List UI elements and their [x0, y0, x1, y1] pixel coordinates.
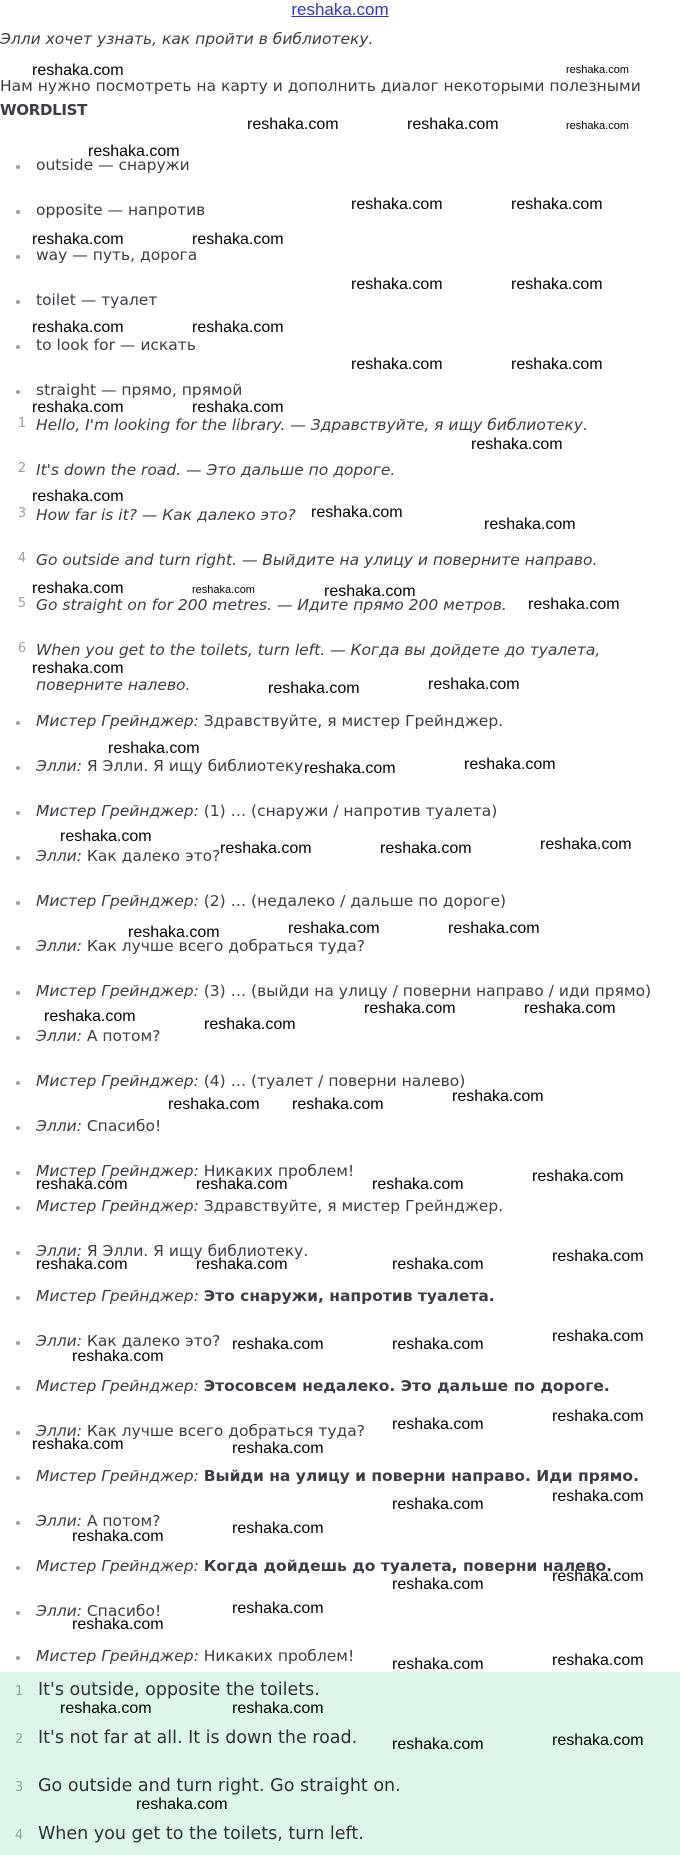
wordlist-item: outside — снаружи — [36, 156, 190, 174]
dialog-text: Здравствуйте, я мистер Грейнджер. — [198, 712, 504, 730]
phrase-text: Go straight on for 200 metres. — Идите прямо 200 метров. — [36, 596, 507, 614]
dialog-speaker: Мистер Грейнджер: — [36, 802, 199, 820]
watermark: reshaka.com — [36, 1256, 128, 1273]
wordlist-item: to look for — искать — [36, 336, 196, 354]
watermark: reshaka.com — [540, 836, 632, 853]
watermark: reshaka.com — [528, 596, 620, 613]
watermark: reshaka.com — [552, 1568, 644, 1585]
watermark: reshaka.com — [32, 319, 124, 336]
dialog-text: Никаких проблем! — [198, 1162, 355, 1180]
watermark: reshaka.com — [32, 580, 124, 597]
watermark: reshaka.com — [72, 1528, 164, 1545]
wordlist-title: WORDLIST — [0, 101, 88, 119]
dialog-line — [36, 1557, 612, 1575]
watermark: reshaka.com — [511, 276, 603, 293]
dialog-line — [36, 757, 308, 775]
watermark: reshaka.com — [32, 660, 124, 677]
dialog-text: Никаких проблем! — [198, 1647, 355, 1665]
dialog-speaker: Мистер Грейнджер: — [36, 1287, 199, 1305]
dialog-speaker: Элли: — [36, 1602, 82, 1620]
watermark: reshaka.com — [364, 1000, 456, 1017]
watermark: reshaka.com — [204, 1016, 296, 1033]
dialog-line — [36, 1647, 354, 1665]
phrase-text: How far is it? — Как далеко это? — [36, 506, 296, 524]
watermark: reshaka.com — [32, 231, 124, 248]
dialog-answer-text: Когда дойдешь до туалета, поверни налево. — [203, 1557, 613, 1575]
phrase-number: 6 — [17, 641, 27, 656]
dialog-text: Я Элли. Я ищу библиотеку. — [81, 757, 309, 775]
watermark: reshaka.com — [232, 1600, 324, 1617]
watermark: reshaka.com — [311, 504, 403, 521]
watermark: reshaka.com — [72, 1616, 164, 1633]
answer-text: It's not far at all. It is down the road. — [38, 1728, 358, 1748]
watermark: reshaka.com — [392, 1496, 484, 1513]
watermark: reshaka.com — [464, 756, 556, 773]
phrase-number: 2 — [17, 461, 27, 476]
watermark: reshaka.com — [566, 64, 629, 76]
watermark: reshaka.com — [407, 116, 499, 133]
phrase-row — [10, 551, 680, 571]
watermark: reshaka.com — [72, 1348, 164, 1365]
phrase-row — [10, 416, 680, 436]
answer-text: It's outside, opposite the toilets. — [38, 1680, 320, 1700]
watermark: reshaka.com — [192, 319, 284, 336]
watermark: reshaka.com — [232, 1440, 324, 1457]
dialog-line — [36, 802, 497, 820]
watermark: reshaka.com — [372, 1176, 464, 1193]
watermark: reshaka.com — [524, 1000, 616, 1017]
phrase-number: 3 — [17, 506, 27, 521]
phrase-text: When you get to the toilets, turn left. — Когда вы дойдете до туалета, — [36, 641, 601, 659]
watermark: reshaka.com — [392, 1736, 484, 1753]
watermark: reshaka.com — [351, 196, 443, 213]
watermark: reshaka.com — [192, 231, 284, 248]
dialog-speaker: Мистер Грейнджер: — [36, 1162, 199, 1180]
watermark: reshaka.com — [232, 1700, 324, 1717]
site-header-link[interactable]: reshaka.com — [291, 0, 389, 19]
dialog-speaker: Элли: — [36, 1512, 82, 1530]
dialog-text: Как далеко это? — [81, 847, 221, 865]
watermark: reshaka.com — [108, 740, 200, 757]
dialog-speaker: Мистер Грейнджер: — [36, 1557, 199, 1575]
watermark: reshaka.com — [32, 488, 124, 505]
dialog-answer-text: Это снаружи, напротив туалета. — [203, 1287, 495, 1305]
watermark: reshaka.com — [351, 356, 443, 373]
watermark: reshaka.com — [60, 1700, 152, 1717]
answer-number: 2 — [15, 1732, 24, 1747]
watermark: reshaka.com — [292, 1096, 384, 1113]
watermark: reshaka.com — [392, 1416, 484, 1433]
dialog-text: Как лучше всего добраться туда? — [81, 1422, 365, 1440]
wordlist-item: toilet — туалет — [36, 291, 158, 309]
dialog-text: Спасибо! — [81, 1602, 162, 1620]
dialog-answer-text: Этосовсем недалеко. Это дальше по дороге. — [203, 1377, 610, 1395]
dialog-line — [36, 1072, 465, 1090]
dialog-speaker: Элли: — [36, 1332, 82, 1350]
dialog-text: (4) … (туалет / поверни налево) — [198, 1072, 466, 1090]
watermark: reshaka.com — [484, 516, 576, 533]
watermark: reshaka.com — [392, 1576, 484, 1593]
dialog-speaker: Мистер Грейнджер: — [36, 712, 199, 730]
watermark: reshaka.com — [448, 920, 540, 937]
watermark: reshaka.com — [288, 920, 380, 937]
dialog-answer-text: Выйди на улицу и поверни направо. Иди прямо. — [203, 1467, 639, 1485]
watermark: reshaka.com — [428, 676, 520, 693]
phrase-text-continued: поверните налево. — [36, 676, 191, 694]
answer-number: 4 — [15, 1828, 24, 1843]
watermark: reshaka.com — [532, 1168, 624, 1185]
dialog-line — [36, 1467, 639, 1485]
dialog-line — [36, 982, 651, 1000]
dialog-speaker: Элли: — [36, 937, 82, 955]
dialog-speaker: Мистер Грейнджер: — [36, 982, 199, 1000]
dialog-line — [36, 1377, 610, 1395]
watermark: reshaka.com — [232, 1336, 324, 1353]
dialog-line — [36, 1287, 495, 1305]
watermark: reshaka.com — [511, 196, 603, 213]
watermark: reshaka.com — [552, 1248, 644, 1265]
dialog-line — [36, 1197, 503, 1215]
phrase-row — [10, 461, 680, 481]
watermark: reshaka.com — [32, 399, 124, 416]
dialog-speaker: Элли: — [36, 1117, 82, 1135]
wordlist-item: way — путь, дорога — [36, 246, 198, 264]
watermark: reshaka.com — [60, 828, 152, 845]
dialog-speaker: Элли: — [36, 1422, 82, 1440]
dialog-text: Как далеко это? — [81, 1332, 221, 1350]
watermark: reshaka.com — [32, 1436, 124, 1453]
watermark: reshaka.com — [324, 583, 416, 600]
watermark: reshaka.com — [452, 1088, 544, 1105]
answer-number: 3 — [15, 1780, 24, 1795]
task-line-1: Элли хочет узнать, как пройти в библиотеку. — [0, 30, 374, 48]
dialog-text: Спасибо! — [81, 1117, 162, 1135]
dialog-text: Как лучше всего добраться туда? — [81, 937, 365, 955]
watermark: reshaka.com — [247, 116, 339, 133]
phrase-number: 5 — [17, 596, 27, 611]
watermark: reshaka.com — [351, 276, 443, 293]
dialog-text: (1) … (снаружи / напротив туалета) — [198, 802, 498, 820]
wordlist-item: straight — прямо, прямой — [36, 381, 243, 399]
phrase-number: 1 — [17, 416, 27, 431]
watermark: reshaka.com — [380, 840, 472, 857]
task-line-2: Нам нужно посмотреть на карту и дополнить диалог некоторыми полезными — [0, 77, 641, 95]
dialog-speaker: Элли: — [36, 757, 82, 775]
watermark: reshaka.com — [566, 120, 629, 132]
wordlist-item: opposite — напротив — [36, 201, 206, 219]
dialog-text: А потом? — [81, 1027, 161, 1045]
dialog-line — [36, 892, 506, 910]
watermark: reshaka.com — [268, 680, 360, 697]
phrase-text: Hello, I'm looking for the library. — Здравствуйте, я ищу библиотеку. — [36, 416, 588, 434]
watermark: reshaka.com — [136, 1796, 228, 1813]
answer-number: 1 — [15, 1684, 24, 1699]
dialog-line — [36, 712, 503, 730]
dialog-text: Здравствуйте, я мистер Грейнджер. — [198, 1197, 504, 1215]
watermark: reshaka.com — [168, 1096, 260, 1113]
dialog-line — [36, 1027, 160, 1045]
phrase-text: It's down the road. — Это дальше по дороге. — [36, 461, 396, 479]
dialog-text: (2) … (недалеко / дальше по дороге) — [198, 892, 507, 910]
dialog-speaker: Элли: — [36, 1242, 82, 1260]
watermark: reshaka.com — [392, 1656, 484, 1673]
watermark: reshaka.com — [552, 1488, 644, 1505]
dialog-speaker: Мистер Грейнджер: — [36, 1467, 199, 1485]
dialog-speaker: Мистер Грейнджер: — [36, 892, 199, 910]
dialog-text: Я Элли. Я ищу библиотеку. — [81, 1242, 309, 1260]
dialog-speaker: Элли: — [36, 847, 82, 865]
watermark: reshaka.com — [192, 399, 284, 416]
answer-text: Go outside and turn right. Go straight on. — [38, 1776, 401, 1796]
dialog-line — [36, 847, 220, 865]
watermark: reshaka.com — [128, 924, 220, 941]
watermark: reshaka.com — [88, 143, 180, 160]
phrase-text: Go outside and turn right. — Выйдите на улицу и поверните направо. — [36, 551, 598, 569]
watermark: reshaka.com — [471, 436, 563, 453]
dialog-text: (3) … (выйди на улицу / поверни направо / иди прямо) — [198, 982, 652, 1000]
watermark: reshaka.com — [32, 62, 124, 79]
watermark: reshaka.com — [232, 1520, 324, 1537]
watermark: reshaka.com — [552, 1328, 644, 1345]
watermark: reshaka.com — [36, 1176, 128, 1193]
dialog-speaker: Элли: — [36, 1027, 82, 1045]
watermark: reshaka.com — [192, 584, 255, 596]
watermark: reshaka.com — [552, 1652, 644, 1669]
dialog-speaker: Мистер Грейнджер: — [36, 1197, 199, 1215]
watermark: reshaka.com — [511, 356, 603, 373]
watermark: reshaka.com — [304, 760, 396, 777]
watermark: reshaka.com — [392, 1256, 484, 1273]
watermark: reshaka.com — [44, 1008, 136, 1025]
watermark: reshaka.com — [220, 840, 312, 857]
watermark: reshaka.com — [552, 1732, 644, 1749]
dialog-speaker: Мистер Грейнджер: — [36, 1072, 199, 1090]
dialog-text: А потом? — [81, 1512, 161, 1530]
watermark: reshaka.com — [392, 1336, 484, 1353]
watermark: reshaka.com — [196, 1176, 288, 1193]
dialog-speaker: Мистер Грейнджер: — [36, 1647, 199, 1665]
watermark: reshaka.com — [552, 1408, 644, 1425]
dialog-speaker: Мистер Грейнджер: — [36, 1377, 199, 1395]
answer-text: When you get to the toilets, turn left. — [38, 1824, 364, 1844]
watermark: reshaka.com — [196, 1256, 288, 1273]
dialog-line — [36, 1117, 161, 1135]
phrase-number: 4 — [17, 551, 27, 566]
